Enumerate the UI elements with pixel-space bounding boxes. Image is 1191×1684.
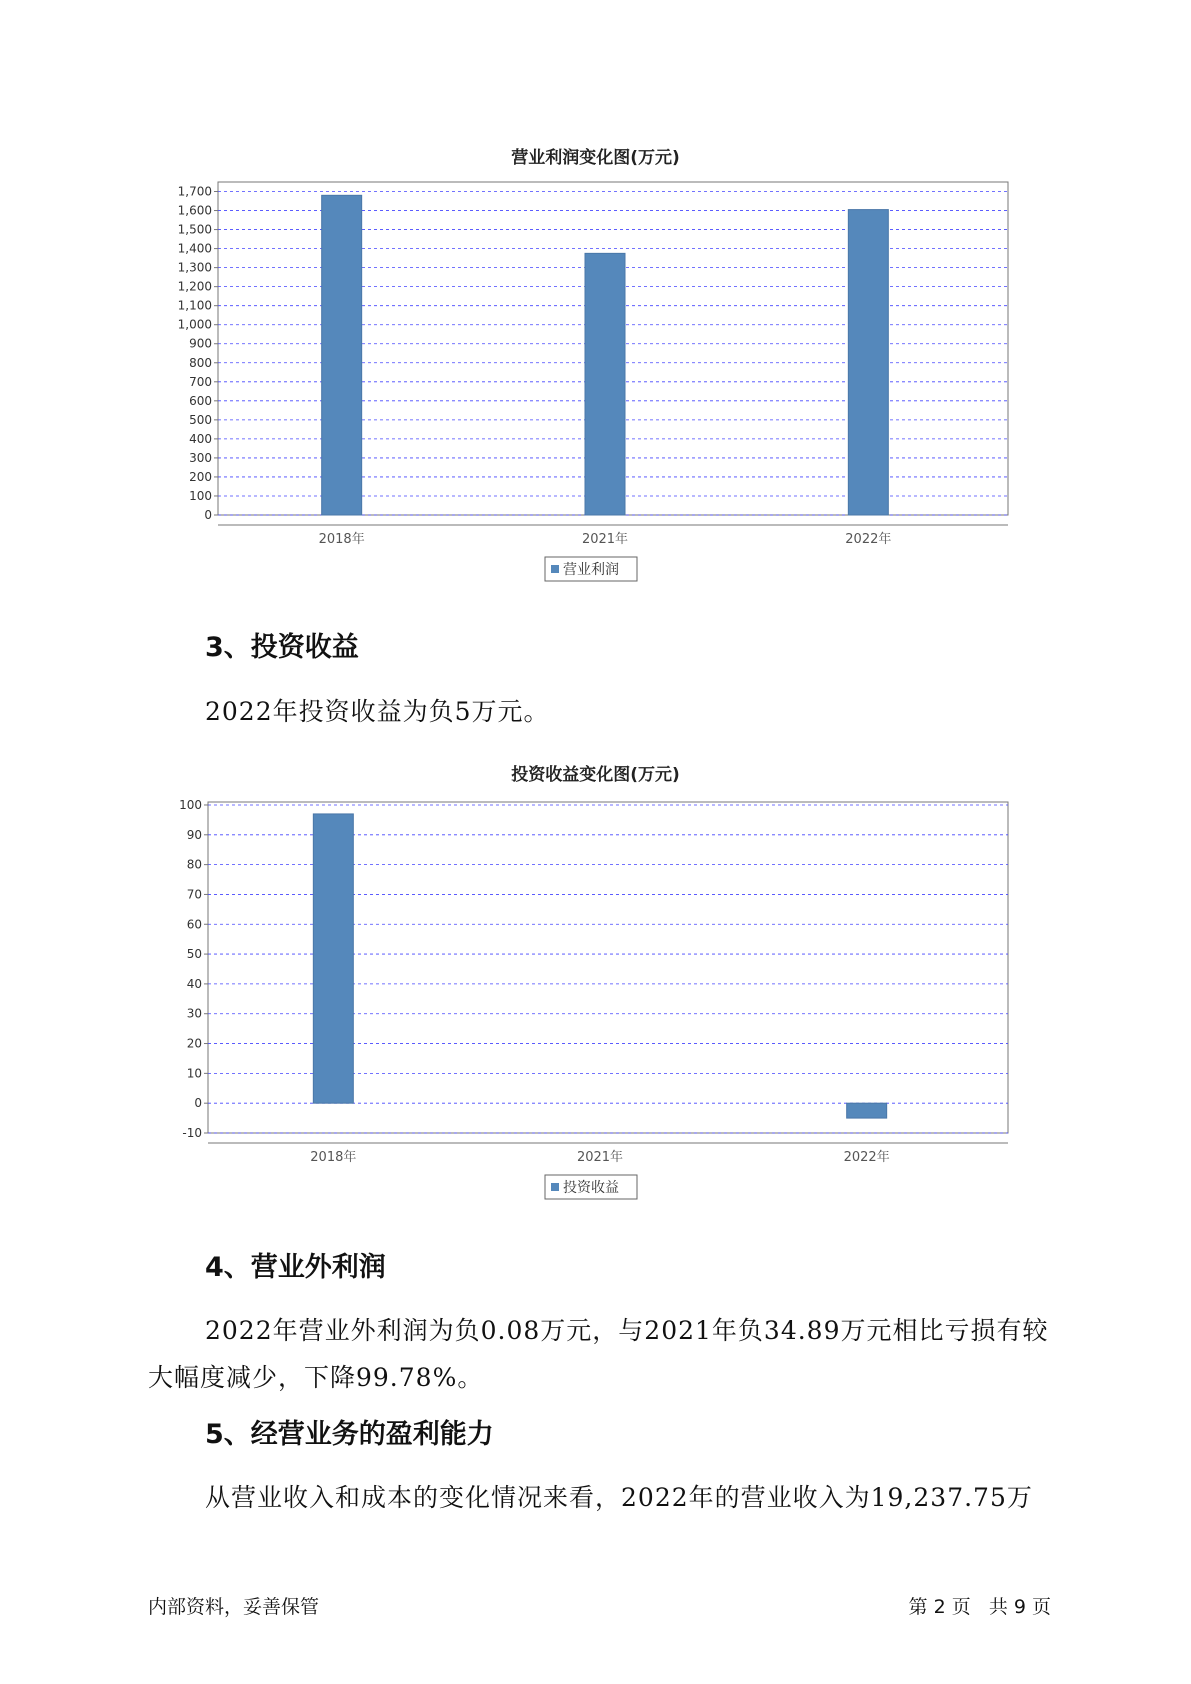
y-tick-label: 40	[186, 976, 202, 991]
y-tick-label: 200	[189, 469, 212, 484]
x-tick-label: 2018年	[318, 532, 365, 547]
y-tick-label: 700	[189, 374, 212, 389]
y-tick-label: 300	[189, 450, 212, 465]
x-tick-label: 2021年	[581, 532, 629, 547]
y-tick-label: 600	[189, 393, 212, 408]
x-tick-label: 2022年	[845, 532, 892, 547]
y-tick-label: 1,400	[177, 241, 212, 256]
legend-swatch	[551, 565, 559, 573]
section4-text-line1: 2022年营业外利润为负0.08万元，与2021年负34.89万元相比亏损有较	[205, 1316, 1049, 1345]
y-tick-label: 400	[189, 431, 212, 446]
operating-profit-chart	[0, 170, 1191, 640]
chart1-title: 营业利润变化图(万元)	[511, 148, 680, 168]
y-tick-label: 50	[186, 947, 202, 962]
legend-label: 营业利润	[563, 562, 619, 578]
y-tick-label: 100	[179, 797, 202, 812]
bar	[585, 253, 625, 515]
footer-confidential-note: 内部资料，妥善保管	[148, 1596, 320, 1618]
y-tick-label: -10	[182, 1126, 202, 1140]
y-tick-label: 1,600	[177, 203, 212, 218]
section4-heading: 4、营业外利润	[205, 1252, 386, 1283]
section3-text: 2022年投资收益为负5万元。	[205, 697, 550, 726]
bar	[847, 1103, 887, 1118]
x-tick-label: 2018年	[310, 1150, 357, 1165]
section3-heading: 3、投资收益	[205, 632, 359, 663]
y-tick-label: 70	[186, 887, 202, 902]
chart2-title: 投资收益变化图(万元)	[511, 765, 680, 785]
legend-label: 投资收益	[563, 1180, 619, 1196]
y-tick-label: 800	[189, 355, 212, 370]
y-tick-label: 100	[189, 488, 212, 503]
y-tick-label: 1,100	[177, 298, 212, 313]
section5-heading: 5、经营业务的盈利能力	[205, 1419, 494, 1450]
x-tick-label: 2021年	[576, 1150, 624, 1165]
y-tick-label: 1,000	[177, 317, 212, 332]
y-tick-label: 500	[189, 412, 212, 427]
y-tick-label: 1,500	[177, 222, 212, 237]
legend-swatch	[551, 1183, 559, 1191]
y-tick-label: 1,300	[177, 260, 212, 275]
y-tick-label: 60	[186, 917, 202, 932]
section4-text-line2: 大幅度减少，下降99.78%。	[148, 1363, 484, 1392]
bar	[848, 210, 888, 515]
y-tick-label: 80	[186, 857, 202, 872]
y-tick-label: 30	[186, 1006, 202, 1021]
y-tick-label: 20	[186, 1036, 202, 1051]
y-tick-label: 10	[186, 1066, 202, 1081]
y-tick-label: 1,700	[177, 184, 212, 199]
bar	[313, 814, 353, 1103]
section5-text-line1: 从营业收入和成本的变化情况来看，2022年的营业收入为19,237.75万	[205, 1483, 1033, 1512]
y-tick-label: 900	[189, 336, 212, 351]
x-tick-label: 2022年	[843, 1150, 890, 1165]
footer-page-number: 第 2 页 共 9 页	[908, 1596, 1051, 1618]
y-tick-label: 0	[194, 1096, 202, 1111]
investment-income-chart	[0, 790, 1191, 1220]
y-tick-label: 1,200	[177, 279, 212, 294]
y-tick-label: 0	[204, 508, 212, 522]
y-tick-label: 90	[186, 827, 202, 842]
bar	[322, 195, 362, 515]
